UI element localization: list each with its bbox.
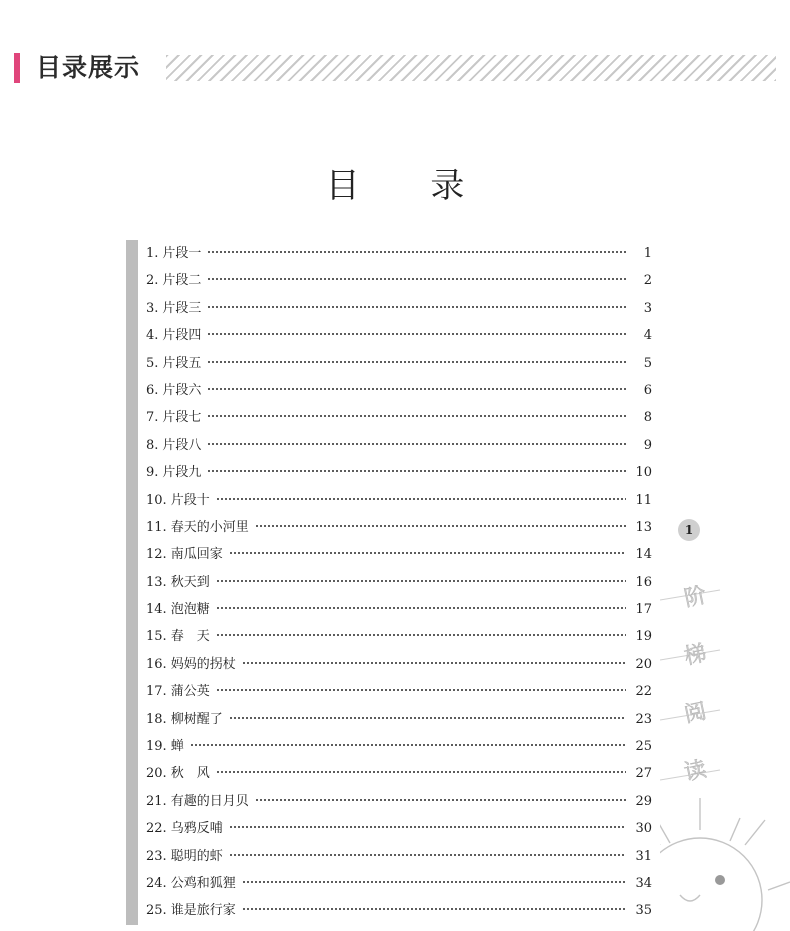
toc-entry (146, 489, 652, 516)
toc-entry-page: 2 (643, 273, 652, 289)
toc-entry-number: 22. (146, 821, 167, 837)
accent-bar (14, 53, 20, 83)
toc-entry-title: 谁是旅行家 (170, 903, 236, 919)
toc-entry (146, 406, 652, 433)
dot-leader (229, 850, 626, 860)
toc-entry (146, 899, 652, 926)
toc-entry (146, 434, 652, 461)
toc-entry-page: 11 (635, 492, 652, 508)
toc-entry (146, 625, 652, 652)
toc-entry-number: 1. (146, 246, 159, 261)
toc-entry-page: 8 (643, 410, 652, 426)
toc-entry-title: 妈妈的拐杖 (170, 656, 236, 672)
toc-entry-page: 10 (635, 465, 652, 481)
dot-leader (216, 603, 626, 613)
toc-entry-page: 25 (635, 739, 652, 755)
dot-leader (216, 576, 626, 586)
dot-leader (216, 685, 626, 695)
toc-entry (146, 242, 652, 269)
toc-entry-number: 24. (146, 875, 167, 891)
toc-entry-title: 秋 风 (170, 766, 210, 782)
dot-leader (255, 795, 626, 805)
toc-entry-title: 公鸡和狐狸 (170, 875, 236, 891)
toc-entry-title: 春 天 (170, 629, 210, 645)
toc-entry-title: 秋天到 (170, 574, 210, 590)
sun-doodle-icon (660, 560, 790, 931)
toc-entry-number: 4. (146, 328, 159, 344)
toc-entry-title: 片段六 (162, 382, 202, 398)
toc-entry-title: 南瓜回家 (170, 547, 223, 563)
toc-entry-page: 20 (635, 656, 652, 672)
toc-entry (146, 516, 652, 543)
dot-leader (242, 658, 626, 668)
toc-entry-title: 有趣的日月贝 (170, 793, 249, 809)
toc-entry-number: 20. (146, 766, 167, 782)
toc-entry-page: 14 (635, 547, 652, 563)
dot-leader (229, 713, 626, 723)
toc-entry-number: 3. (146, 300, 159, 316)
toc-entry-page: 34 (635, 875, 652, 891)
toc-list (146, 242, 652, 927)
toc-entry-number: 5. (146, 355, 159, 371)
toc-entry-page: 31 (635, 848, 652, 864)
toc-entry-title: 蝉 (170, 739, 184, 755)
toc-entry-number: 9. (146, 465, 159, 481)
dot-leader (229, 822, 626, 832)
toc-entry-number: 11. (146, 519, 167, 535)
toc-entry-number: 8. (146, 437, 159, 453)
side-char: 梯 (682, 640, 709, 670)
toc-entry-page: 30 (635, 821, 652, 837)
toc-entry (146, 708, 652, 735)
dot-leader (216, 494, 626, 504)
toc-entry (146, 872, 652, 899)
dot-leader (242, 904, 626, 914)
toc-entry-title: 聪明的虾 (170, 848, 223, 864)
dot-leader (229, 548, 626, 558)
dot-leader (242, 877, 626, 887)
hatch-divider (166, 55, 776, 81)
toc-entry-title: 春天的小河里 (170, 519, 249, 535)
toc-entry-page: 1 (643, 246, 652, 261)
dot-leader (207, 302, 626, 312)
toc-entry-title: 片段四 (162, 328, 202, 344)
toc-entry (146, 297, 652, 324)
toc-entry-page: 23 (635, 711, 652, 727)
toc-entry-title: 片段九 (162, 465, 202, 481)
toc-entry-page: 13 (635, 519, 652, 535)
toc-entry-number: 14. (146, 602, 167, 618)
toc-entry-page: 17 (635, 602, 652, 618)
toc-entry-title: 蒲公英 (170, 684, 210, 700)
toc-entry-page: 3 (643, 300, 652, 316)
toc-entry-page: 9 (643, 437, 652, 453)
dot-leader (255, 521, 626, 531)
section-header (14, 49, 776, 87)
toc-entry-number: 15. (146, 629, 167, 645)
toc-entry-page: 4 (643, 328, 652, 344)
toc-entry-number: 12. (146, 547, 167, 563)
toc-entry (146, 790, 652, 817)
toc-entry-number: 25. (146, 903, 167, 919)
dot-leader (216, 630, 626, 640)
toc-entry (146, 461, 652, 488)
toc-entry-title: 片段七 (162, 410, 202, 426)
dot-leader (216, 767, 626, 777)
toc-entry-title: 片段三 (162, 300, 202, 316)
toc-entry-page: 19 (635, 629, 652, 645)
toc-entry-title: 片段五 (162, 355, 202, 371)
side-char: 阅 (682, 698, 709, 728)
dot-leader (190, 740, 626, 750)
toc-entry (146, 324, 652, 351)
toc-entry-title: 片段二 (162, 273, 202, 289)
dot-leader (207, 329, 626, 339)
toc-entry-number: 19. (146, 739, 167, 755)
dot-leader (207, 466, 626, 476)
toc-entry-page: 16 (635, 574, 652, 590)
dot-leader (207, 247, 626, 257)
toc-entry-number: 13. (146, 574, 167, 590)
toc-entry (146, 680, 652, 707)
toc-title: 目 录 (325, 166, 495, 206)
toc-entry-page: 22 (635, 684, 652, 700)
toc-entry-number: 18. (146, 711, 167, 727)
toc-entry-number: 6. (146, 382, 159, 398)
side-char: 读 (682, 756, 709, 786)
toc-entry-number: 7. (146, 410, 159, 426)
section-title: 目录展示 (36, 53, 141, 82)
toc-entry (146, 352, 652, 379)
toc-entry-page: 35 (635, 903, 652, 919)
toc-entry (146, 379, 652, 406)
toc-entry-number: 21. (146, 793, 167, 809)
toc-entry (146, 571, 652, 598)
toc-entry (146, 543, 652, 570)
toc-entry (146, 817, 652, 844)
toc-entry-number: 10. (146, 492, 167, 508)
dot-leader (207, 357, 626, 367)
dot-leader (207, 274, 626, 284)
toc-entry-number: 23. (146, 848, 167, 864)
toc-entry-title: 片段十 (170, 492, 210, 508)
page-number-badge: 1 (678, 519, 700, 541)
toc-entry (146, 735, 652, 762)
toc-entry-number: 2. (146, 273, 159, 289)
toc-entry-page: 27 (635, 766, 652, 782)
toc-entry-number: 17. (146, 684, 167, 700)
toc-entry (146, 269, 652, 296)
side-char: 阶 (682, 582, 709, 612)
toc-entry-number: 16. (146, 656, 167, 672)
toc-side-bar (126, 240, 138, 925)
toc-entry-title: 片段八 (162, 437, 202, 453)
side-decoration (660, 560, 790, 931)
toc-entry (146, 653, 652, 680)
dot-leader (207, 384, 626, 394)
toc-entry-title: 柳树醒了 (170, 711, 223, 727)
dot-leader (207, 411, 626, 421)
toc-entry-page: 29 (635, 793, 652, 809)
toc-entry-title: 泡泡糖 (170, 602, 210, 618)
toc-entry (146, 845, 652, 872)
dot-leader (207, 439, 626, 449)
toc-entry (146, 762, 652, 789)
toc-entry-title: 片段一 (162, 246, 202, 261)
toc-entry-page: 5 (643, 355, 652, 371)
toc-entry-title: 乌鸦反哺 (170, 821, 223, 837)
toc-entry (146, 598, 652, 625)
toc-entry-page: 6 (643, 382, 652, 398)
